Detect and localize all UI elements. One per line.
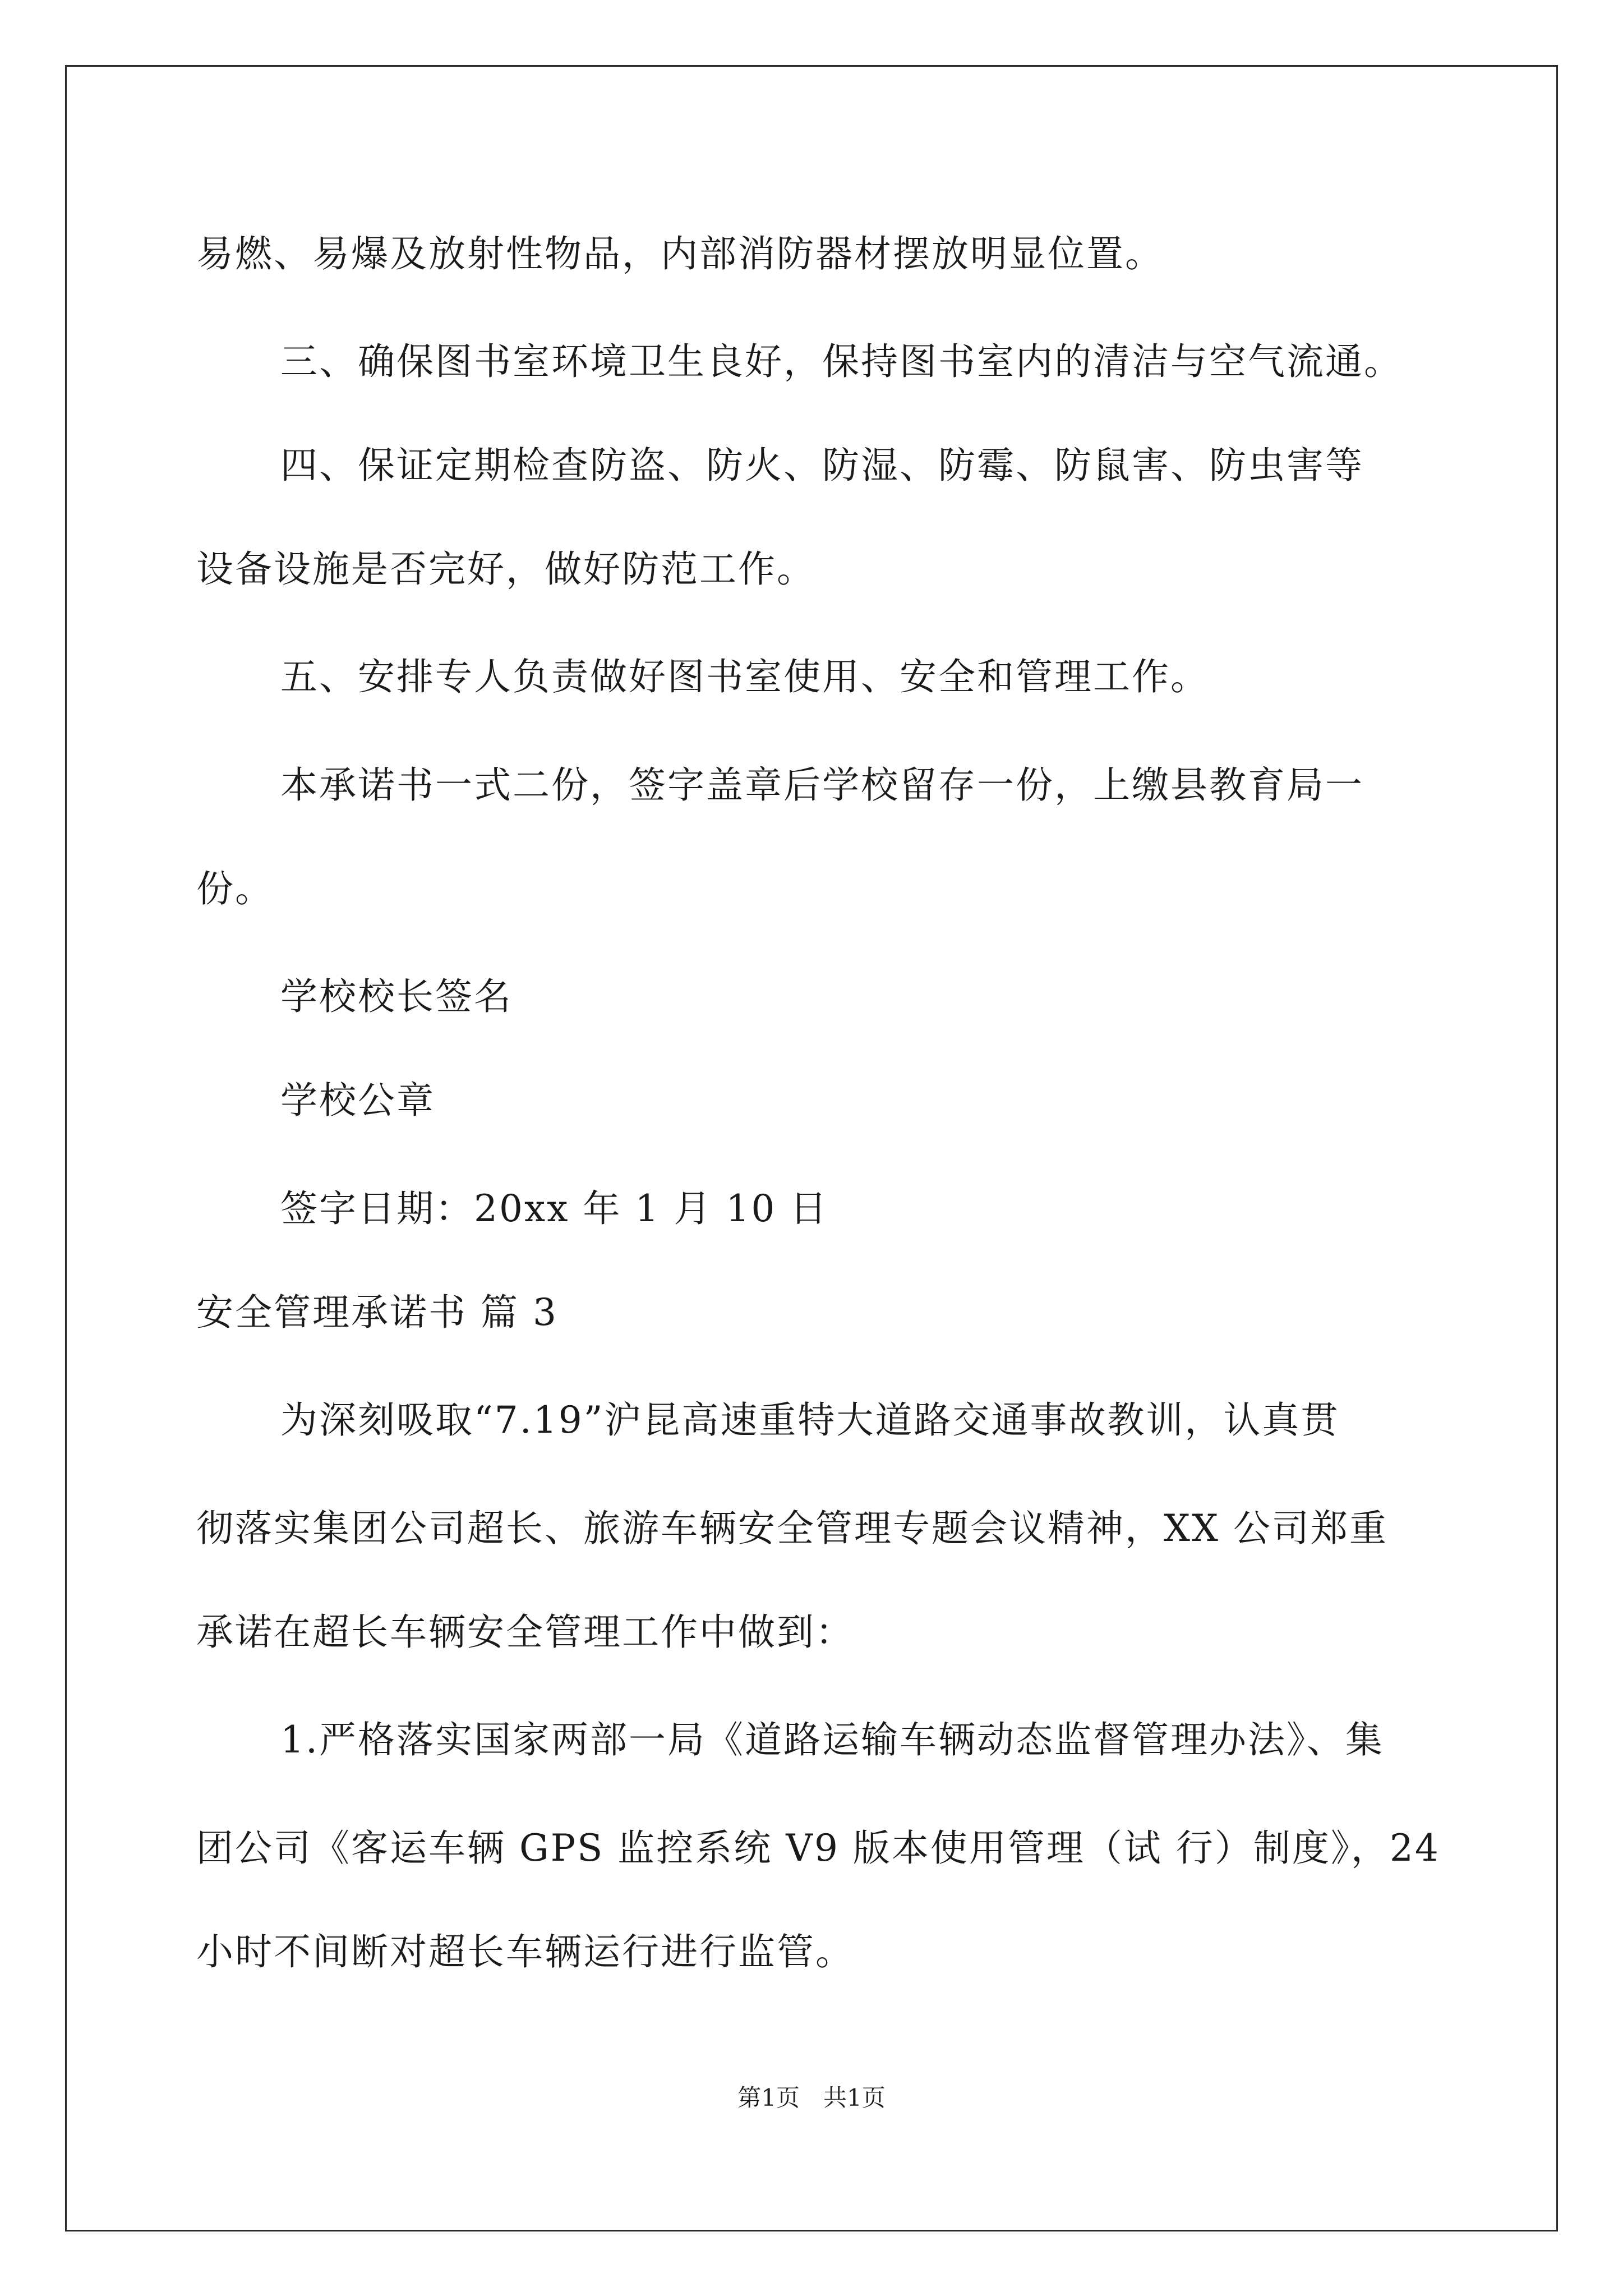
paragraph-line: 承诺在超长车辆安全管理工作中做到：	[196, 1611, 854, 1654]
paragraph-line: 易燃、易爆及放射性物品，内部消防器材摆放明显位置。	[196, 232, 1164, 275]
paragraph-line: 五、安排专人负责做好图书室使用、安全和管理工作。	[280, 655, 1209, 698]
paragraph-line: 本承诺书一式二份，签字盖章后学校留存一份，上缴县教育局一	[280, 763, 1364, 807]
paragraph-line: 三、确保图书室环境卫生良好，保持图书室内的清洁与空气流通。	[280, 340, 1403, 383]
paragraph-line: 份。	[196, 867, 274, 910]
paragraph-line: 小时不间断对超长车辆运行进行监管。	[196, 1930, 854, 1973]
paragraph-line: 1.严格落实国家两部一局《道路运输车辆动态监督管理办法》、集	[280, 1718, 1384, 1761]
signature-label: 学校校长签名	[280, 975, 513, 1018]
paragraph-line: 团公司《客运车辆 GPS 监控系统 V9 版本使用管理（试 行）制度》，24	[196, 1826, 1440, 1870]
seal-label: 学校公章	[280, 1079, 435, 1122]
paragraph-line: 设备设施是否完好，做好防范工作。	[196, 547, 815, 591]
sign-date: 签字日期：20xx 年 1 月 10 日	[280, 1187, 829, 1230]
paragraph-line: 四、保证定期检查防盗、防火、防湿、防霉、防鼠害、防虫害等	[280, 444, 1364, 487]
page-border	[65, 65, 1558, 2231]
paragraph-line: 彻落实集团公司超长、旅游车辆安全管理专题会议精神，XX 公司郑重	[196, 1507, 1388, 1550]
page-footer: 第1页 共1页	[737, 2084, 886, 2111]
section-heading: 安全管理承诺书 篇 3	[196, 1291, 558, 1334]
paragraph-line: 为深刻吸取“7.19”沪昆高速重特大道路交通事故教训，认真贯	[280, 1398, 1340, 1442]
